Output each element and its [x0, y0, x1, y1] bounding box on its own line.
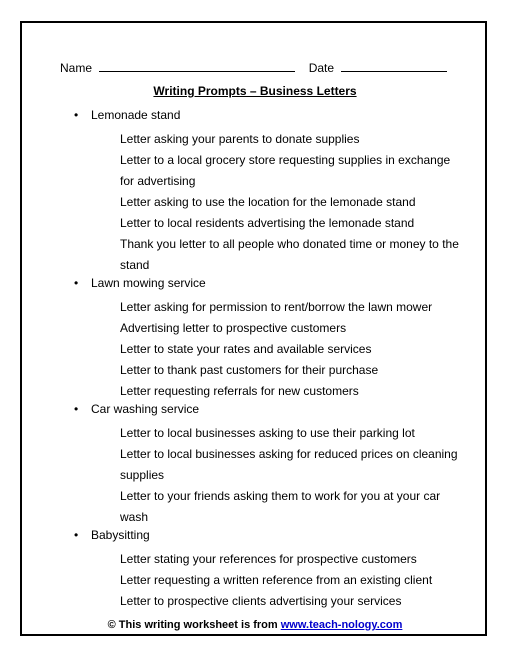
prompt-item: Letter requesting referrals for new customers: [120, 384, 359, 398]
bullet-icon: •: [74, 528, 79, 542]
topic-heading: [0, 528, 510, 549]
prompt-item: Letter asking to use the location for the lemonade stand: [120, 195, 416, 209]
topic-label: Car washing service: [91, 402, 200, 416]
topic-label: Lawn mowing service: [91, 276, 206, 290]
prompt-item: Letter to local businesses asking to use their parking lot: [120, 426, 415, 440]
footer-link[interactable]: www.teach-nology.com: [280, 619, 403, 631]
prompt-item: Letter stating your references for prospective customers: [120, 552, 417, 566]
topic-heading: [0, 276, 510, 297]
footer-text: © This writing worksheet is from: [107, 619, 278, 631]
prompt-item: Letter to local businesses asking for reduced prices on cleaning supplies: [120, 447, 458, 482]
prompt-item: Letter to a local grocery store requesting supplies in exchange for advertising: [120, 153, 451, 188]
date-blank[interactable]: [341, 60, 447, 72]
prompt-item: Thank you letter to all people who donated time or money to the stand: [120, 237, 459, 272]
name-blank[interactable]: [99, 60, 295, 72]
prompt-item: Letter asking for permission to rent/borrow the lawn mower: [120, 300, 433, 314]
prompt-item: Letter to local residents advertising the lemonade stand: [120, 216, 415, 230]
bullet-icon: •: [74, 276, 79, 290]
topic-heading: [0, 402, 510, 423]
bullet-icon: •: [74, 108, 79, 122]
date-label: Date: [308, 61, 335, 75]
topic-heading: [0, 108, 510, 129]
topic-label: Babysitting: [91, 528, 150, 542]
prompt-item: Letter requesting a written reference from an existing client: [120, 573, 433, 587]
prompt-item: Advertising letter to prospective customers: [120, 321, 347, 335]
topic-label: Lemonade stand: [91, 108, 181, 122]
prompt-list: [0, 108, 510, 612]
prompt-item: Letter to prospective clients advertising your services: [120, 594, 402, 608]
footer-credit: [0, 619, 510, 632]
prompt-item: Letter to thank past customers for their purchase: [120, 363, 379, 377]
name-date-line: [60, 60, 447, 75]
bullet-icon: •: [74, 402, 79, 416]
prompt-item: Letter to your friends asking them to work for you at your car wash: [120, 489, 441, 524]
prompt-item: Letter asking your parents to donate supplies: [120, 132, 360, 146]
worksheet-title: Writing Prompts – Business Letters: [153, 84, 357, 98]
prompt-item: Letter to state your rates and available services: [120, 342, 372, 356]
name-label: Name: [60, 61, 93, 75]
